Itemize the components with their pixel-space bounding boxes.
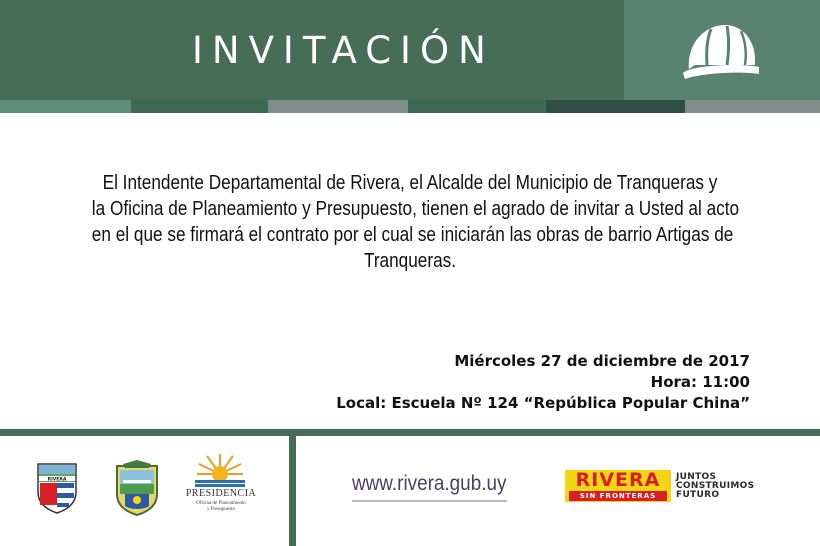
color-strip-segment (546, 100, 685, 113)
rivera-sin-fronteras-logo (565, 470, 671, 502)
presidencia-subtitle-line: y Presupuesto (207, 507, 235, 512)
rivera-logo-word: RIVERA (575, 469, 661, 491)
rivera-shield-label: RIVERA (47, 477, 67, 483)
message-line: El Intendente Departamental de Rivera, el Alcalde del Municipio de Tranqueras y (102, 172, 718, 194)
message-line: la Oficina de Planeamiento y Presupuesto, tienen el agrado de invitar a Usted al acto (91, 198, 740, 220)
rivera-coat-of-arms-icon (36, 462, 78, 514)
slogan-line: CONSTRUIMOS (676, 481, 755, 491)
slogan-line: FUTURO (676, 490, 720, 500)
footer-divider-line (0, 429, 820, 436)
slogan (676, 473, 754, 500)
website-underline (352, 500, 507, 502)
event-time: Hora: 11:00 (650, 373, 750, 391)
invitation-message (91, 170, 740, 274)
page-title: INVITACIÓN (192, 29, 495, 72)
color-strip-segment (131, 100, 268, 113)
presidencia-subtitle (178, 501, 264, 513)
website-link[interactable]: www.rivera.gub.uy (352, 472, 507, 495)
event-location: Local: Escuela Nº 124 “República Popular China” (336, 394, 750, 412)
color-strip-segment (685, 100, 820, 113)
event-date: Miércoles 27 de diciembre de 2017 (454, 352, 750, 370)
hard-hat-icon (681, 19, 761, 81)
presidencia-title: PRESIDENCIA (185, 488, 257, 499)
message-line: en el que se firmará el contrato por el cual se iniciarán las obras de barrio Artigas de (91, 224, 734, 246)
slogan-line: JUNTOS (676, 472, 717, 482)
footer-vertical-divider (289, 436, 296, 546)
color-strip-segment (0, 100, 131, 113)
presidencia-subtitle-line: Oficina de Planeamiento (196, 501, 246, 506)
event-details (336, 351, 750, 414)
color-strip-segment (268, 100, 408, 113)
rivera-logo-sub: SIN FRONTERAS (569, 491, 667, 501)
message-line: Tranqueras. (363, 250, 457, 272)
presidencia-logo (178, 452, 264, 524)
color-strip-segment (408, 100, 546, 113)
sun-icon (195, 452, 245, 488)
tranqueras-coat-of-arms-icon (113, 460, 161, 516)
